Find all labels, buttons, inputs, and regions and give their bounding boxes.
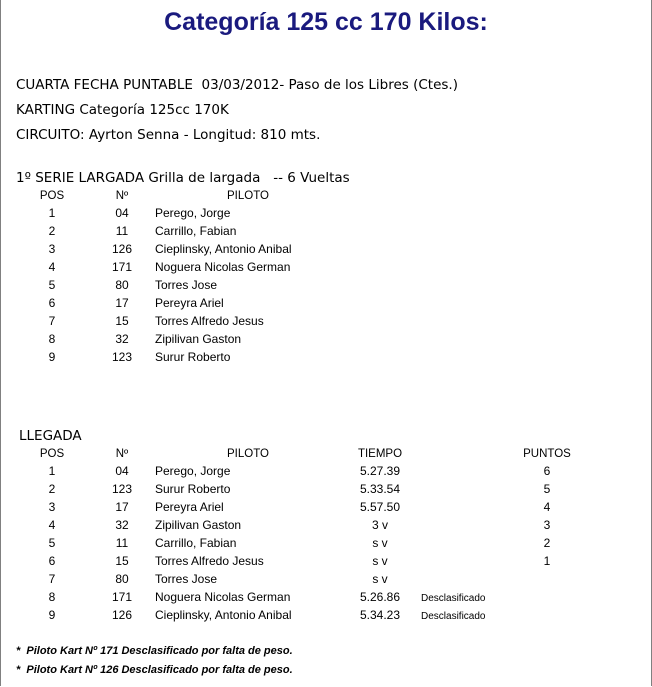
grid-pos: 5 [48, 278, 56, 292]
finish-kart-number: 32 [115, 518, 129, 532]
grid-pilot-name: Noguera Nicolas German [155, 260, 291, 274]
grid-kart-number: 32 [115, 332, 129, 346]
grid-pos: 2 [48, 224, 56, 238]
finish-pilot-name: Zipilivan Gaston [155, 518, 242, 532]
grid-pos: 9 [48, 350, 56, 364]
finish-kart-number: 15 [115, 554, 129, 568]
grid-kart-number: 126 [111, 242, 133, 256]
grid-pilot-name: Pereyra Ariel [155, 296, 224, 310]
grid-kart-number: 04 [115, 206, 129, 220]
finish-pos: 7 [48, 572, 56, 586]
finish-kart-number: 11 [115, 536, 129, 550]
finish-kart-number: 126 [111, 608, 133, 622]
circuit-info-line: CIRCUITO: Ayrton Senna - Longitud: 810 mts. [16, 127, 321, 143]
finish-pilot-name: Pereyra Ariel [155, 500, 224, 514]
finish-time: 3 v [371, 518, 388, 532]
finish-kart-number: 123 [111, 482, 133, 496]
grid-header-num: Nº [115, 190, 129, 202]
finish-pos: 9 [48, 608, 56, 622]
finish-heading: LLEGADA [19, 428, 82, 444]
finish-pos: 5 [48, 536, 56, 550]
grid-pos: 4 [48, 260, 56, 274]
grid-pilot-name: Zipilivan Gaston [155, 332, 242, 346]
grid-pilot-name: Torres Jose [155, 278, 218, 292]
finish-time: 5.34.23 [359, 608, 401, 622]
finish-header-num: Nº [115, 448, 129, 460]
finish-time: 5.27.39 [359, 464, 401, 478]
grid-pos: 6 [48, 296, 56, 310]
finish-points: 4 [543, 500, 551, 514]
finish-pilot-name: Carrillo, Fabian [155, 536, 237, 550]
page-title: Categoría 125 cc 170 Kilos: [164, 8, 488, 36]
grid-pilot-name: Perego, Jorge [155, 206, 231, 220]
grid-kart-number: 15 [115, 314, 129, 328]
grid-kart-number: 123 [111, 350, 133, 364]
finish-pos: 8 [48, 590, 56, 604]
grid-kart-number: 11 [115, 224, 129, 238]
grid-header-pos: POS [39, 190, 65, 202]
finish-pos: 3 [48, 500, 56, 514]
finish-header-pilot: PILOTO [227, 448, 269, 460]
finish-points: 5 [543, 482, 551, 496]
finish-pilot-name: Noguera Nicolas German [155, 590, 291, 604]
finish-time: s v [372, 554, 388, 568]
grid-pos: 8 [48, 332, 56, 346]
finish-pos: 6 [48, 554, 56, 568]
finish-pilot-name: Cieplinsky, Antonio Anibal [155, 608, 292, 622]
grid-pos: 7 [48, 314, 56, 328]
disqualified-note: Desclasificado [421, 611, 486, 622]
finish-header-time: TIEMPO [357, 448, 403, 460]
finish-pilot-name: Torres Jose [155, 572, 218, 586]
finish-kart-number: 171 [111, 590, 133, 604]
grid-kart-number: 171 [111, 260, 133, 274]
finish-pilot-name: Surur Roberto [155, 482, 231, 496]
finish-kart-number: 04 [115, 464, 129, 478]
disqualified-note: Desclasificado [421, 593, 486, 604]
finish-time: 5.33.54 [359, 482, 401, 496]
grid-heading: 1º SERIE LARGADA Grilla de largada -- 6 Vueltas [16, 170, 350, 186]
finish-pos: 4 [48, 518, 56, 532]
finish-time: s v [372, 536, 388, 550]
grid-pos: 1 [48, 206, 56, 220]
grid-pilot-name: Carrillo, Fabian [155, 224, 237, 238]
grid-pilot-name: Cieplinsky, Antonio Anibal [155, 242, 292, 256]
finish-header-pos: POS [39, 448, 65, 460]
finish-pos: 2 [48, 482, 56, 496]
grid-pos: 3 [48, 242, 56, 256]
footnote: * Piloto Kart Nº 126 Desclasificado por falta de peso. [16, 664, 293, 676]
finish-time: 5.57.50 [359, 500, 401, 514]
finish-kart-number: 80 [115, 572, 129, 586]
finish-points: 6 [543, 464, 551, 478]
category-info-line: KARTING Categoría 125cc 170K [16, 102, 229, 118]
finish-points: 1 [543, 554, 551, 568]
event-info-line: CUARTA FECHA PUNTABLE 03/03/2012- Paso de los Libres (Ctes.) [16, 77, 458, 93]
finish-kart-number: 17 [115, 500, 129, 514]
finish-time: 5.26.86 [359, 590, 401, 604]
grid-header-pilot: PILOTO [227, 190, 269, 202]
grid-kart-number: 80 [115, 278, 129, 292]
finish-points: 3 [543, 518, 551, 532]
grid-pilot-name: Torres Alfredo Jesus [155, 314, 264, 328]
finish-points: 2 [543, 536, 551, 550]
footnote: * Piloto Kart Nº 171 Desclasificado por falta de peso. [16, 645, 293, 657]
grid-kart-number: 17 [115, 296, 129, 310]
finish-header-points: PUNTOS [523, 448, 571, 460]
finish-time: s v [372, 572, 388, 586]
finish-pos: 1 [48, 464, 56, 478]
finish-pilot-name: Perego, Jorge [155, 464, 231, 478]
finish-pilot-name: Torres Alfredo Jesus [155, 554, 264, 568]
grid-pilot-name: Surur Roberto [155, 350, 231, 364]
